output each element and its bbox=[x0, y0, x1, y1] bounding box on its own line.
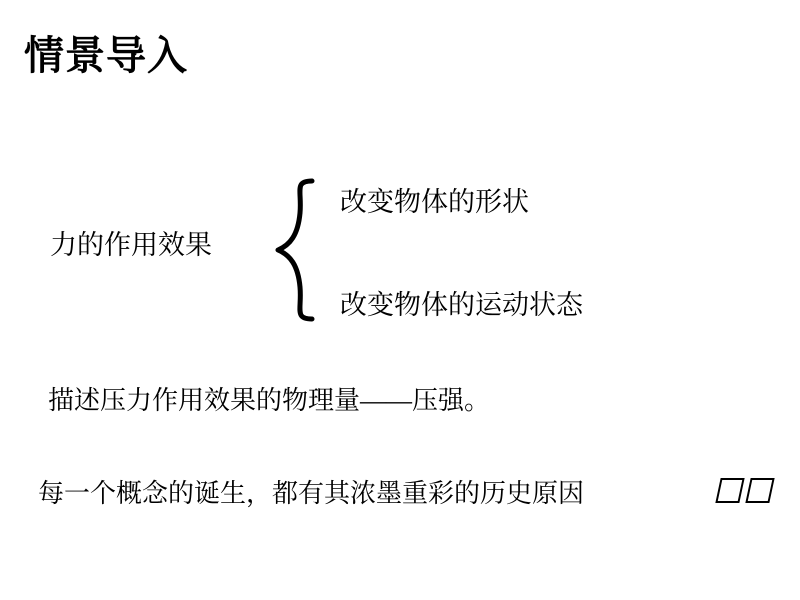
box-glyph-icon bbox=[745, 478, 774, 503]
list-item: 改变物体的运动状态 bbox=[340, 290, 583, 320]
force-effects-group bbox=[50, 175, 750, 325]
page-title: 情景导入 bbox=[24, 34, 188, 78]
body-text-line: 每一个概念的诞生，都有其浓墨重彩的历史原因 bbox=[38, 479, 585, 508]
body-text-line: 描述压力作用效果的物理量——压强。 bbox=[48, 386, 491, 415]
force-effects-label: 力的作用效果 bbox=[50, 230, 212, 260]
list-item: 改变物体的形状 bbox=[340, 187, 529, 217]
box-glyph-group bbox=[718, 478, 772, 503]
curly-brace-icon bbox=[272, 175, 318, 325]
box-glyph-icon bbox=[715, 478, 744, 503]
